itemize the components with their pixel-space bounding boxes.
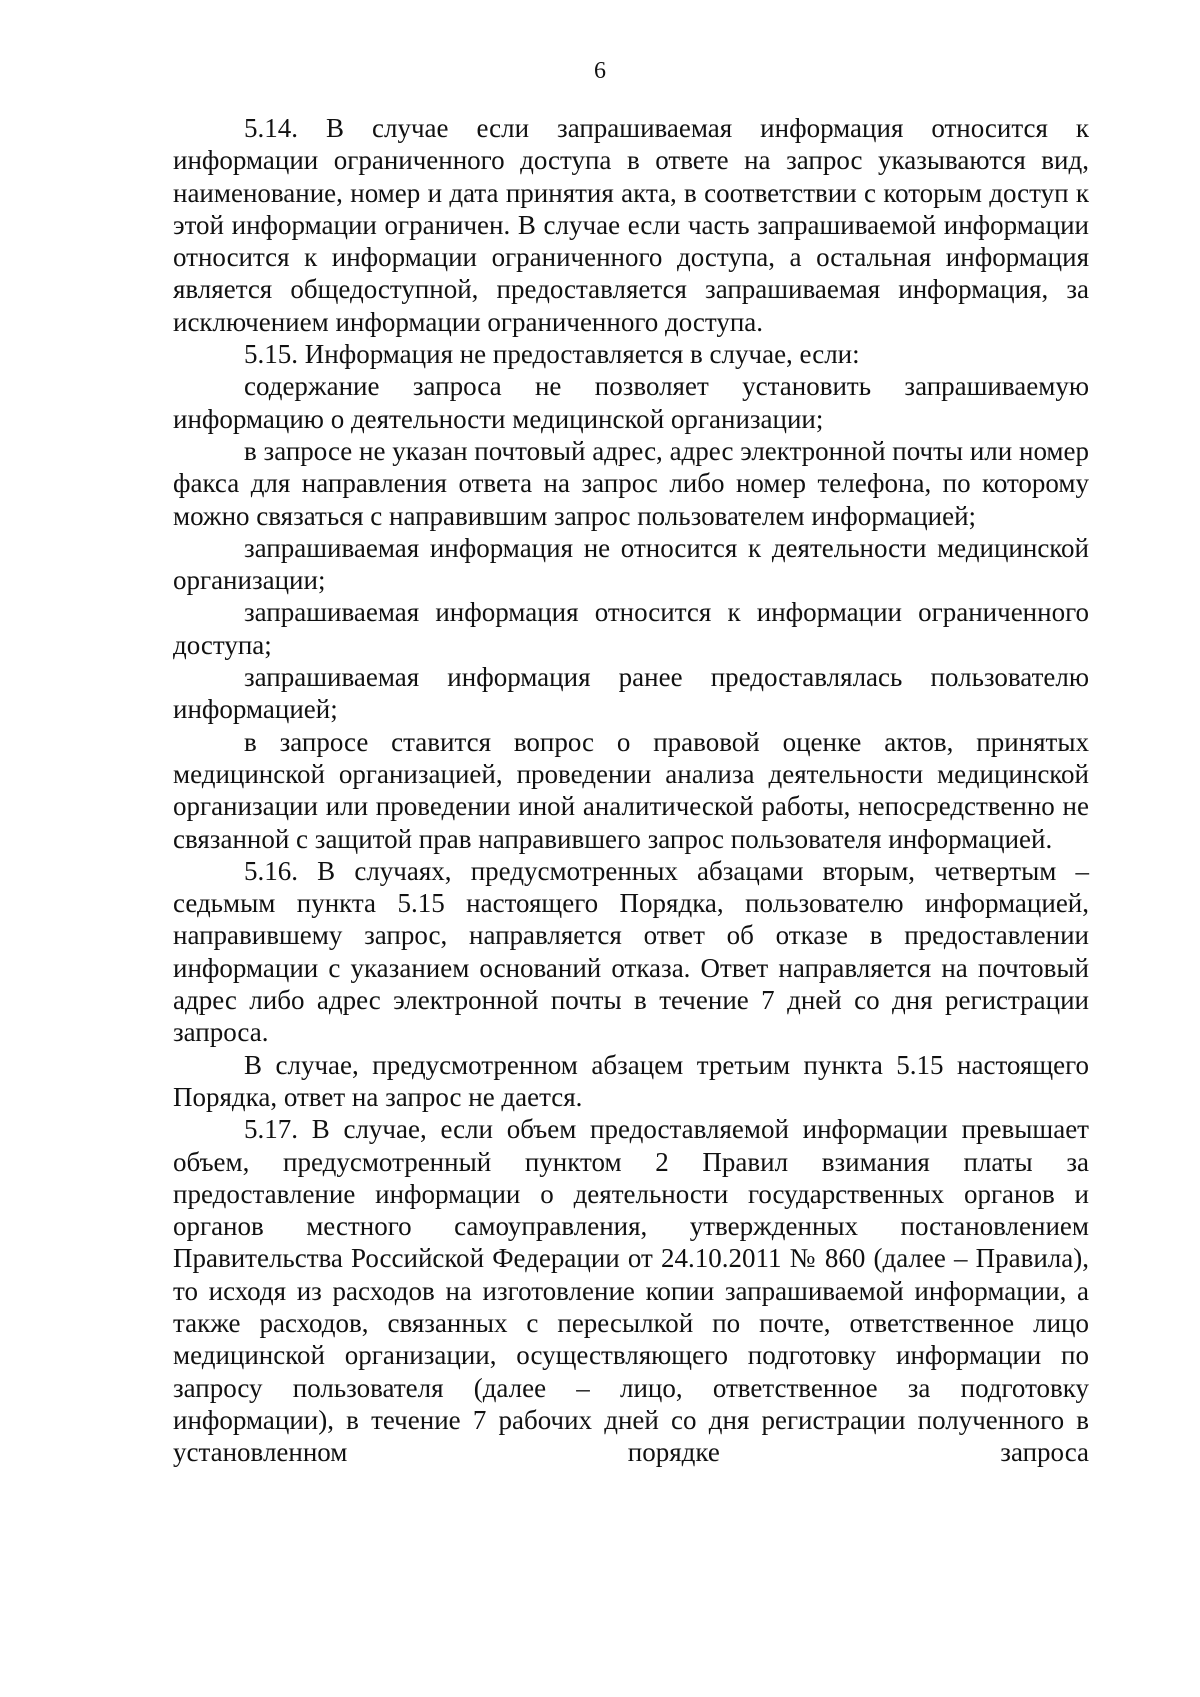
paragraph-5-15-item-5: запрашиваемая информация ранее предоставлялась пользователю информацией;	[173, 662, 1089, 725]
document-body	[173, 112, 1089, 1468]
paragraph-5-14: 5.14. В случае если запрашиваемая информация относится к информации ограниченного доступа в ответе на запрос указываются вид, наименование, номер и дата принятия акта, в соответствии с которым доступ к этой информации ограничен. В случае если часть запрашиваемой информации относится к информации ограниченного доступа, а остальная информация является общедоступной, предоставляется запрашиваемая информация, за исключением информации ограниченного доступа.	[173, 113, 1089, 337]
paragraph-5-16: 5.16. В случаях, предусмотренных абзацами вторым, четвертым – седьмым пункта 5.15 настоящего Порядка, пользователю информацией, направившему запрос, направляется ответ об отказе в предоставлении информации с указанием оснований отказа. Ответ направляется на почтовый адрес либо адрес электронной почты в течение 7 дней со дня регистрации запроса.	[173, 855, 1089, 1048]
paragraph-5-15-item-1: содержание запроса не позволяет установить запрашиваемую информацию о деятельности медицинской организации;	[173, 371, 1089, 434]
paragraph-5-15-item-4: запрашиваемая информация относится к информации ограниченного доступа;	[173, 597, 1089, 660]
paragraph-5-15: 5.15. Информация не предоставляется в случае, если:	[244, 339, 860, 370]
paragraph-5-15-item-3: запрашиваемая информация не относится к деятельности медицинской организации;	[173, 532, 1089, 596]
paragraph-5-15-item-6: в запросе ставится вопрос о правовой оценке актов, принятых медицинской организацией, проведении анализа деятельности медицинской организации или проведении иной аналитической работы, непосредственно не связанной с защитой прав направившего запрос пользователя информацией.	[173, 726, 1089, 854]
paragraph-5-17: 5.17. В случае, если объем предоставляемой информации превышает объем, предусмотренный пунктом 2 Правил взимания платы за предоставление информации о деятельности государственных органов и органов местного самоуправления, утвержденных постановлением Правительства Российской Федерации от 24.10.2011 № 860 (далее – Правила), то исходя из расходов на изготовление копии запрашиваемой информации, а также расходов, связанных с пересылкой по почте, ответственное лицо медицинской организации, осуществляющего подготовку информации по запросу пользователя (далее – лицо, ответственное за подготовку информации), в течение 7 рабочих дней со дня регистрации полученного в установленном порядке запроса	[173, 1114, 1089, 1468]
paragraph-5-15-item-2: в запросе не указан почтовый адрес, адрес электронной почты или номер факса для направления ответа на запрос либо номер телефона, по которому можно связаться с направившим запрос пользователем информацией;	[173, 435, 1089, 531]
page-number: 6	[594, 58, 606, 84]
paragraph-5-16-continued: В случае, предусмотренном абзацем третьим пункта 5.15 настоящего Порядка, ответ на запрос не дается.	[173, 1049, 1089, 1112]
